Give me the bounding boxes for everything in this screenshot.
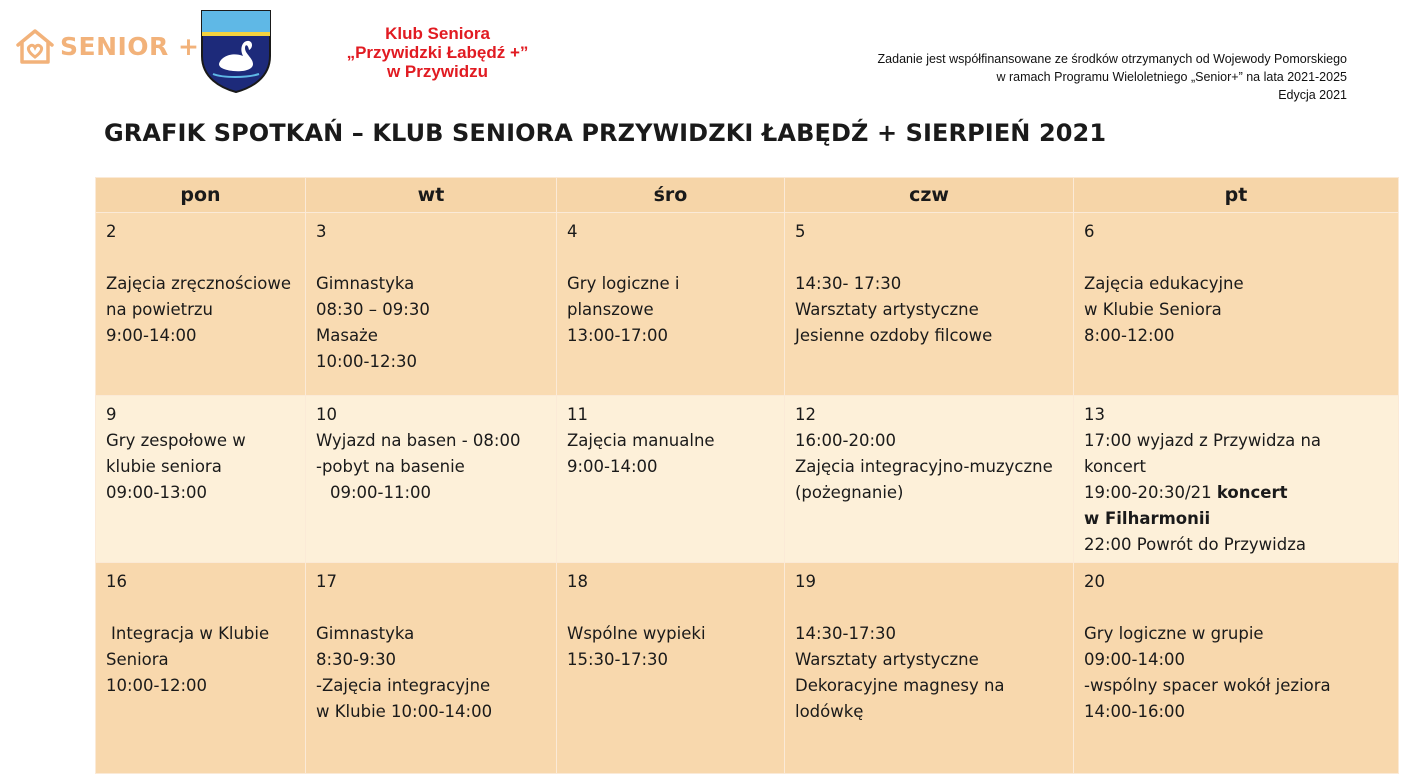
club-name-line: „Przywidzki Łabędź +” [346,43,529,62]
event-line: Seniora [106,650,169,669]
day-cell [96,213,306,396]
event-line: Warsztaty artystyczne [795,650,979,669]
day-cell [96,563,306,774]
event-line: 13:00-17:00 [567,326,669,345]
day-cell [96,396,306,563]
day-number: 13 [1084,405,1105,424]
event-line: 8:00-12:00 [1084,326,1175,345]
day-number: 18 [567,572,588,591]
club-name-line: Klub Seniora [385,24,490,43]
event-line: Wspólne wypieki [567,624,706,643]
event-highlight: w Filharmonii [1084,509,1211,528]
day-cell [557,563,785,774]
day-number: 17 [316,572,337,591]
day-number: 20 [1084,572,1105,591]
weekday-header: czw [785,178,1074,213]
event-time: 19:00-20:30/21 [1084,483,1212,502]
week-row [96,563,1399,774]
event-line: 09:00-13:00 [106,483,208,502]
event-line: Zajęcia integracyjno-muzyczne [795,457,1053,476]
event-line: Gimnastyka [316,274,415,293]
day-number: 4 [567,222,578,241]
event-line: lodówkę [795,702,864,721]
day-cell [785,563,1074,774]
day-cell [1074,563,1399,774]
event-line: -Zajęcia integracyjne [316,676,491,695]
weekday-header: pt [1074,178,1399,213]
funding-line: w ramach Programu Wieloletniego „Senior+” na lata 2021-2025 [996,70,1347,84]
event-line: 08:30 – 09:30 [316,300,430,319]
house-heart-icon [14,26,56,66]
funding-line: Zadanie jest współfinansowane ze środków otrzymanych od Wojewody Pomorskiego [877,52,1347,66]
day-number: 2 [106,222,117,241]
event-line: Dekoracyjne magnesy na [795,676,1005,695]
day-cell [306,213,557,396]
event-line: w Klubie 10:00-14:00 [316,702,493,721]
club-name-line: w Przywidzu [386,62,489,81]
event-line: 14:30-17:30 [795,624,897,643]
event-line: Zajęcia manualne [567,431,715,450]
day-number: 3 [316,222,327,241]
event-line: 9:00-14:00 [567,457,658,476]
day-number: 11 [567,405,588,424]
event-line: w Klubie Seniora [1084,300,1222,319]
day-cell [1074,396,1399,563]
weekday-header-row [96,178,1399,213]
day-cell [557,396,785,563]
event-line: 10:00-12:30 [316,352,418,371]
event-line: 9:00-14:00 [106,326,197,345]
day-number: 12 [795,405,816,424]
event-line: Gimnastyka [316,624,415,643]
event-line: 17:00 wyjazd z Przywidza na [1084,431,1322,450]
senior-plus-logo [14,26,199,66]
day-number: 6 [1084,222,1095,241]
week-row [96,396,1399,563]
weekday-header: pon [96,178,306,213]
event-line: 14:00-16:00 [1084,702,1186,721]
day-number: 16 [106,572,127,591]
event-line: 09:00-14:00 [1084,650,1186,669]
event-line: Zajęcia edukacyjne [1084,274,1244,293]
day-number: 9 [106,405,117,424]
event-line: Zajęcia zręcznościowe [106,274,292,293]
event-line: koncert [1084,457,1146,476]
event-line: 09:00-11:00 [330,483,432,502]
day-number: 19 [795,572,816,591]
event-line: Jesienne ozdoby filcowe [795,326,993,345]
event-line: 14:30- 17:30 [795,274,902,293]
day-number: 5 [795,222,806,241]
event-line: -pobyt na basenie [316,457,465,476]
event-line: planszowe [567,300,654,319]
event-line: Warsztaty artystyczne [795,300,979,319]
event-line: Gry logiczne i [567,274,680,293]
weekday-header: wt [306,178,557,213]
event-line: na powietrzu [106,300,213,319]
event-line: Integracja w Klubie [111,624,270,643]
day-cell [557,213,785,396]
event-line: 16:00-20:00 [795,431,897,450]
event-line [1084,480,1388,506]
event-line: Masaże [316,326,378,345]
event-line: Gry logiczne w grupie [1084,624,1264,643]
page-title: GRAFIK SPOTKAŃ – KLUB SENIORA PRZYWIDZKI ŁABĘDŹ + SIERPIEŃ 2021 [104,119,1107,147]
funding-note [878,50,1347,104]
weekday-header: śro [557,178,785,213]
day-cell [306,563,557,774]
day-cell [1074,213,1399,396]
event-line: 22:00 Powrót do Przywidza [1084,535,1306,554]
event-line: Gry zespołowe w [106,431,246,450]
day-cell [785,396,1074,563]
event-line: 15:30-17:30 [567,650,669,669]
event-line: klubie seniora [106,457,222,476]
event-line: 10:00-12:00 [106,676,208,695]
club-name-block [330,24,545,81]
logo-text: SENIOR + [60,31,200,61]
event-line: -wspólny spacer wokół jeziora [1084,676,1331,695]
day-number: 10 [316,405,337,424]
event-line: (pożegnanie) [795,483,904,502]
event-line: Wyjazd na basen - 08:00 [316,431,521,450]
schedule-table [95,177,1399,774]
event-line: 8:30-9:30 [316,650,397,669]
day-cell [785,213,1074,396]
swan-crest-emblem [199,8,273,94]
event-highlight: koncert [1216,483,1288,502]
week-row [96,213,1399,396]
funding-line: Edycja 2021 [1278,88,1347,102]
day-cell [306,396,557,563]
